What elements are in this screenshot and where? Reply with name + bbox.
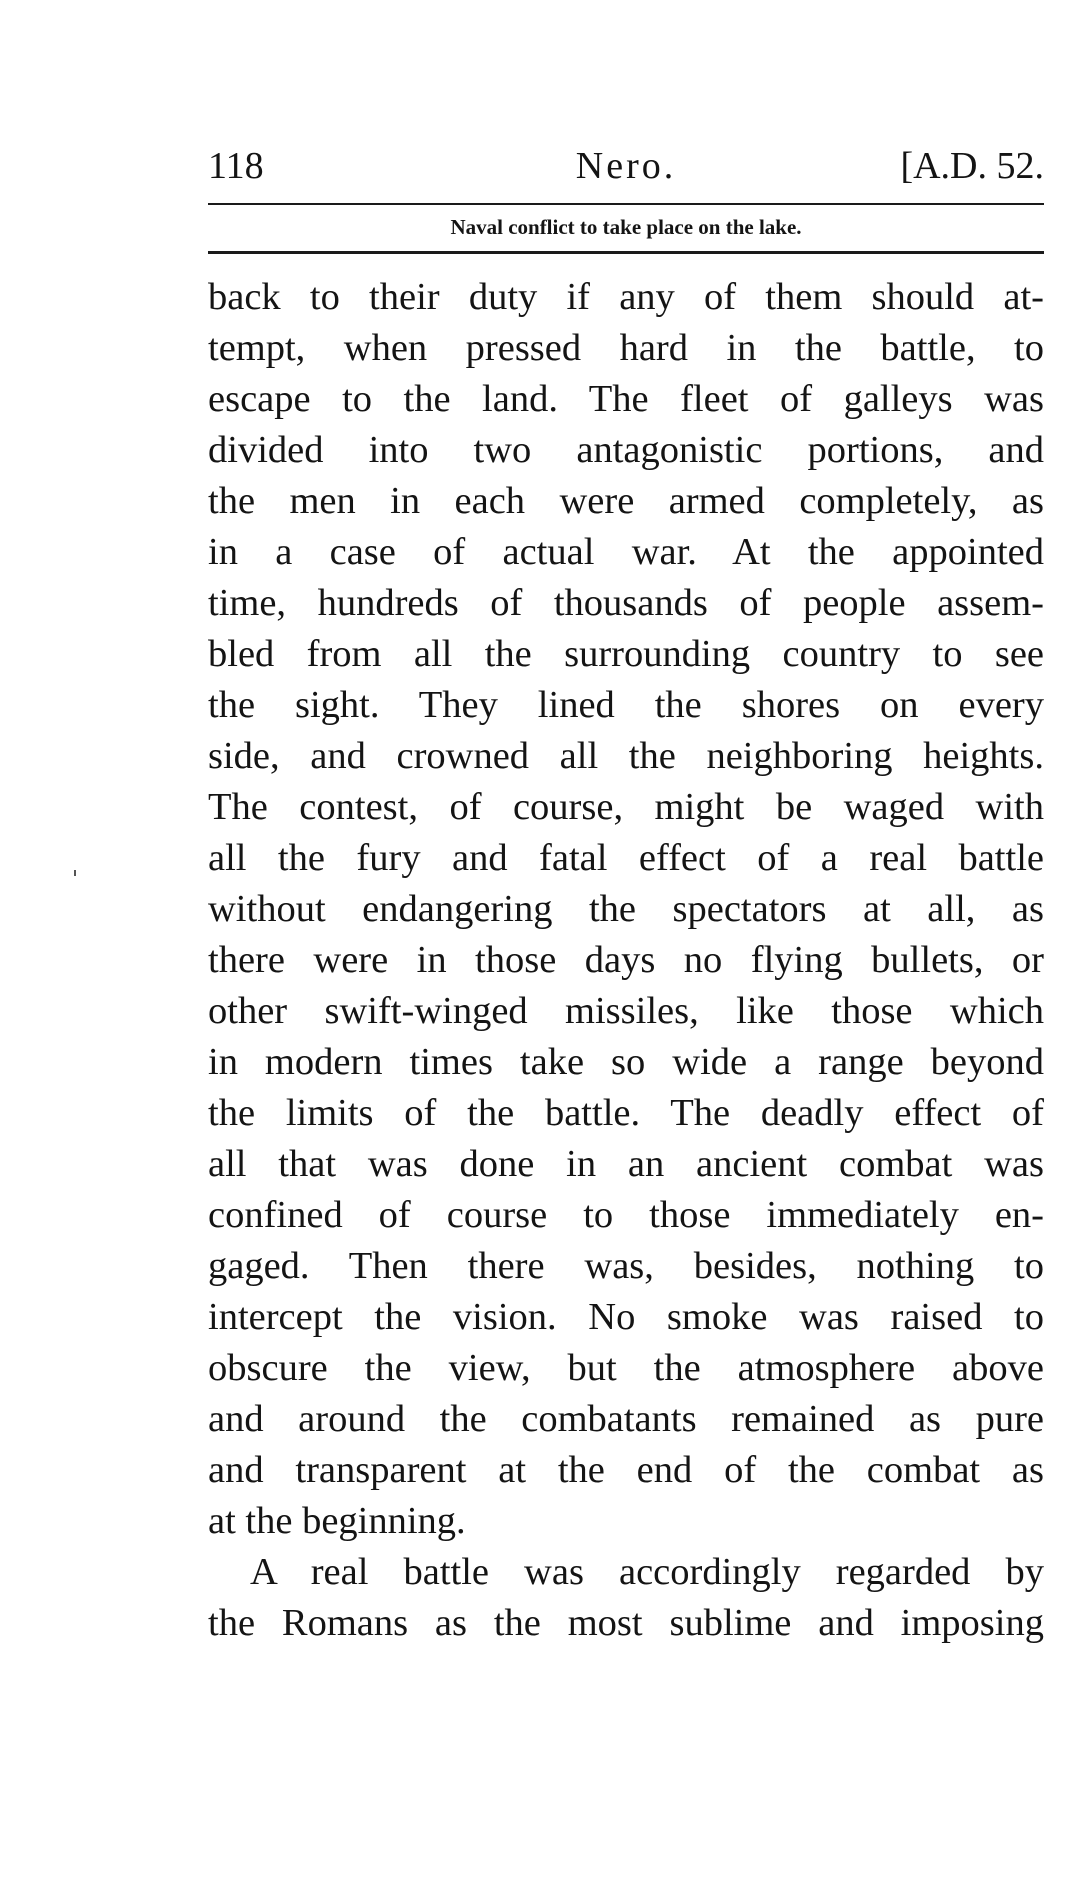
text-line: back to their duty if any of them should at-: [208, 276, 1044, 318]
paragraph: [208, 272, 1044, 1547]
side-heading: Naval conflict to take place on the lake.: [450, 215, 802, 239]
text-line: divided into two antagonistic portions, and: [208, 429, 1044, 471]
text-line: and transparent at the end of the combat as: [208, 1449, 1044, 1491]
text-line: time, hundreds of thousands of people assem-: [208, 582, 1044, 624]
margin-mark: [74, 870, 76, 876]
text-line: at the beginning.: [208, 1500, 466, 1542]
text-line: in a case of actual war. At the appointed: [208, 531, 1044, 573]
text-line: gaged. Then there was, besides, nothing to: [208, 1245, 1044, 1287]
text-line: tempt, when pressed hard in the battle, to: [208, 327, 1044, 369]
text-line: and around the combatants remained as pure: [208, 1398, 1044, 1440]
text-line: the limits of the battle. The deadly effect of: [208, 1092, 1044, 1134]
text-line: in modern times take so wide a range beyond: [208, 1041, 1044, 1083]
text-line: intercept the vision. No smoke was raised to: [208, 1296, 1044, 1338]
paragraph: [208, 1547, 1044, 1649]
text-line: confined of course to those immediately en-: [208, 1194, 1044, 1236]
text-line: escape to the land. The fleet of galleys was: [208, 378, 1044, 420]
text-line: there were in those days no flying bullets, or: [208, 939, 1044, 981]
text-line: side, and crowned all the neighboring heights.: [208, 735, 1044, 777]
page-number: 118: [208, 145, 264, 187]
text-line: all the fury and fatal effect of a real battle: [208, 837, 1044, 879]
header-rule-top: [208, 203, 1044, 205]
date-label: [A.D. 52.: [900, 145, 1044, 187]
running-title: Nero.: [575, 145, 677, 187]
text-line: The contest, of course, might be waged with: [208, 786, 1044, 828]
text-line: the sight. They lined the shores on every: [208, 684, 1044, 726]
text-line: A real battle was accordingly regarded by: [250, 1551, 1044, 1593]
text-line: obscure the view, but the atmosphere above: [208, 1347, 1044, 1389]
body-text: [208, 272, 1044, 1649]
text-line: bled from all the surrounding country to see: [208, 633, 1044, 675]
running-head: [208, 140, 1044, 192]
text-line: without endangering the spectators at all, as: [208, 888, 1044, 930]
text-line: the Romans as the most sublime and imposing: [208, 1602, 1044, 1644]
header-rule-bottom: [208, 251, 1044, 254]
text-line: all that was done in an ancient combat was: [208, 1143, 1044, 1185]
text-line: the men in each were armed completely, as: [208, 480, 1044, 522]
text-line: other swift-winged missiles, like those which: [208, 990, 1044, 1032]
